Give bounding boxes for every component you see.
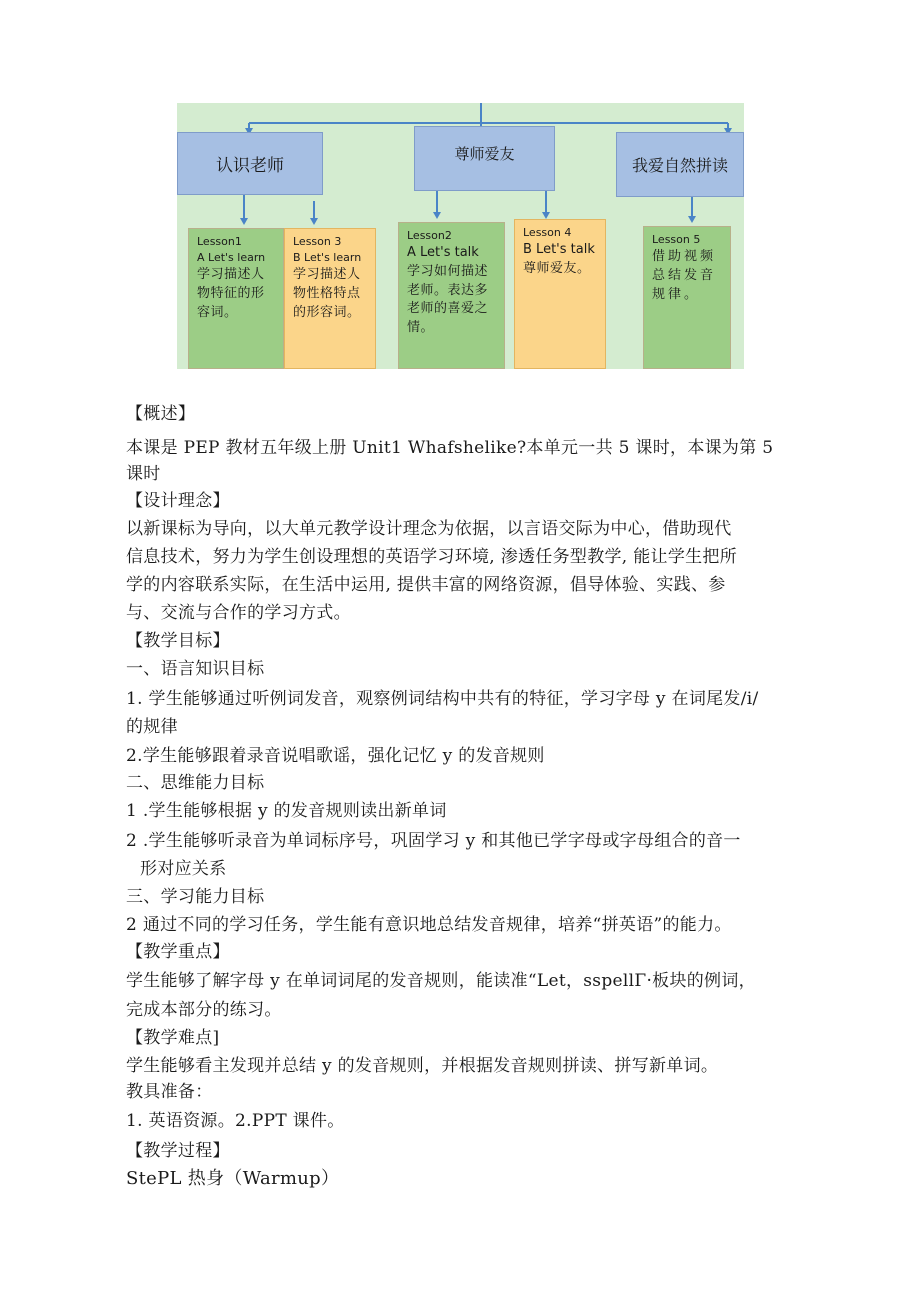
lesson-name: Lesson 5 [652,233,701,246]
lesson-name: Lesson 4 [523,226,572,239]
unit-structure-diagram [177,103,744,369]
paragraph-line: 课时 [126,464,161,484]
paragraph-line: 2.学生能够跟着录音说唱歌谣，强化记忆 y 的发音规则 [126,746,545,766]
lesson-title: B Let's learn [293,250,362,264]
section-heading-process: 【教学过程】 [126,1141,230,1161]
lesson-card-5 [643,226,731,369]
lesson-desc: 学习如何描述老师。表达多老师的喜爱之情。 [407,263,489,336]
section-heading-key-points: 【教学重点】 [126,942,230,962]
subheading: 二、思维能力目标 [126,773,265,793]
paragraph-line: 以新课标为导向，以大单元教学设计理念为依据，以言语交际为中心，借助现代 [126,519,732,539]
paragraph-line: 1 .学生能够根据 y 的发音规则读出新单词 [126,801,447,821]
subheading: 一、语言知识目标 [126,659,265,679]
topic-box-1 [177,132,323,195]
section-heading-overview: 【概述】 [126,404,196,424]
paragraph-line: 本课是 PEP 教材五年级上册 Unit1 Whafshelike?本单元一共 5 课时，本课为第 5 [126,438,774,458]
arrow-lesson3 [310,218,318,225]
section-heading-goals: 【教学目标】 [126,631,230,651]
section-heading-design: 【设计理念】 [126,491,230,511]
lesson-card-1 [188,228,284,369]
topic-label: 尊师爱友 [454,145,515,163]
paragraph-line: 学的内容联系实际，在生活中运用, 提供丰富的网络资源，倡导体验、实践、参 [126,575,726,595]
paragraph-line: 2 .学生能够听录音为单词标序号，巩固学习 y 和其他已学字母或字母组合的音一 [126,831,741,851]
section-heading-difficulties: 【教学难点] [126,1028,220,1048]
lesson-name: Lesson2 [407,229,452,242]
lesson-card-2 [398,222,505,369]
paragraph-line: 完成本部分的练习。 [126,1000,282,1020]
lesson-card-4 [514,219,606,369]
paragraph-line: 的规律 [126,717,178,737]
lesson-desc: 学习描述人物特征的形容词。 [197,266,265,320]
paragraph-line: 学生能够了解字母 y 在单词词尾的发音规则，能读准“Let，sspellΓ·板块的例词， [126,971,756,991]
lesson-title: A Let's talk [407,244,479,260]
paragraph-line: 教具准备： [126,1082,213,1102]
topic-box-3 [616,132,744,197]
step-title: StePL 热身（Warmup） [126,1168,340,1189]
paragraph-line: 1. 英语资源。2.PPT 课件。 [126,1111,345,1131]
lesson-title: B Let's talk [523,241,595,257]
lesson-desc: 借助视频总结发音规律。 [652,248,717,302]
paragraph-line: 信息技术，努力为学生创设理想的英语学习环境, 渗透任务型教学, 能让学生把所 [126,547,738,567]
lesson-desc: 学习描述人物性格特点的形容词。 [293,266,361,320]
topic-label: 我爱自然拼读 [631,156,728,175]
arrow-lesson5 [688,216,696,223]
paragraph-line: 形对应关系 [140,859,227,879]
paragraph-line: 2 通过不同的学习任务，学生能有意识地总结发音规律，培养“拼英语”的能力。 [126,915,732,935]
topic-label: 认识老师 [216,156,284,176]
subheading: 三、学习能力目标 [126,887,265,907]
lesson-title: A Let's learn [197,250,266,264]
arrow-lesson4 [542,212,550,219]
topic-box-2 [414,126,555,191]
lesson-name: Lesson 3 [293,235,342,248]
lesson-card-3 [284,228,376,369]
lesson-name: Lesson1 [197,235,242,248]
arrow-lesson2 [433,212,441,219]
paragraph-line: 学生能够看主发现并总结 y 的发音规则，并根据发音规则拼读、拼写新单词。 [126,1056,719,1076]
arrow-lesson1 [240,218,248,225]
paragraph-line: 1. 学生能够通过听例词发音，观察例词结构中共有的特征，学习字母 y 在词尾发/i/ [126,689,759,709]
lesson-desc: 尊师爱友。 [523,260,591,276]
paragraph-line: 与、交流与合作的学习方式。 [126,603,351,623]
